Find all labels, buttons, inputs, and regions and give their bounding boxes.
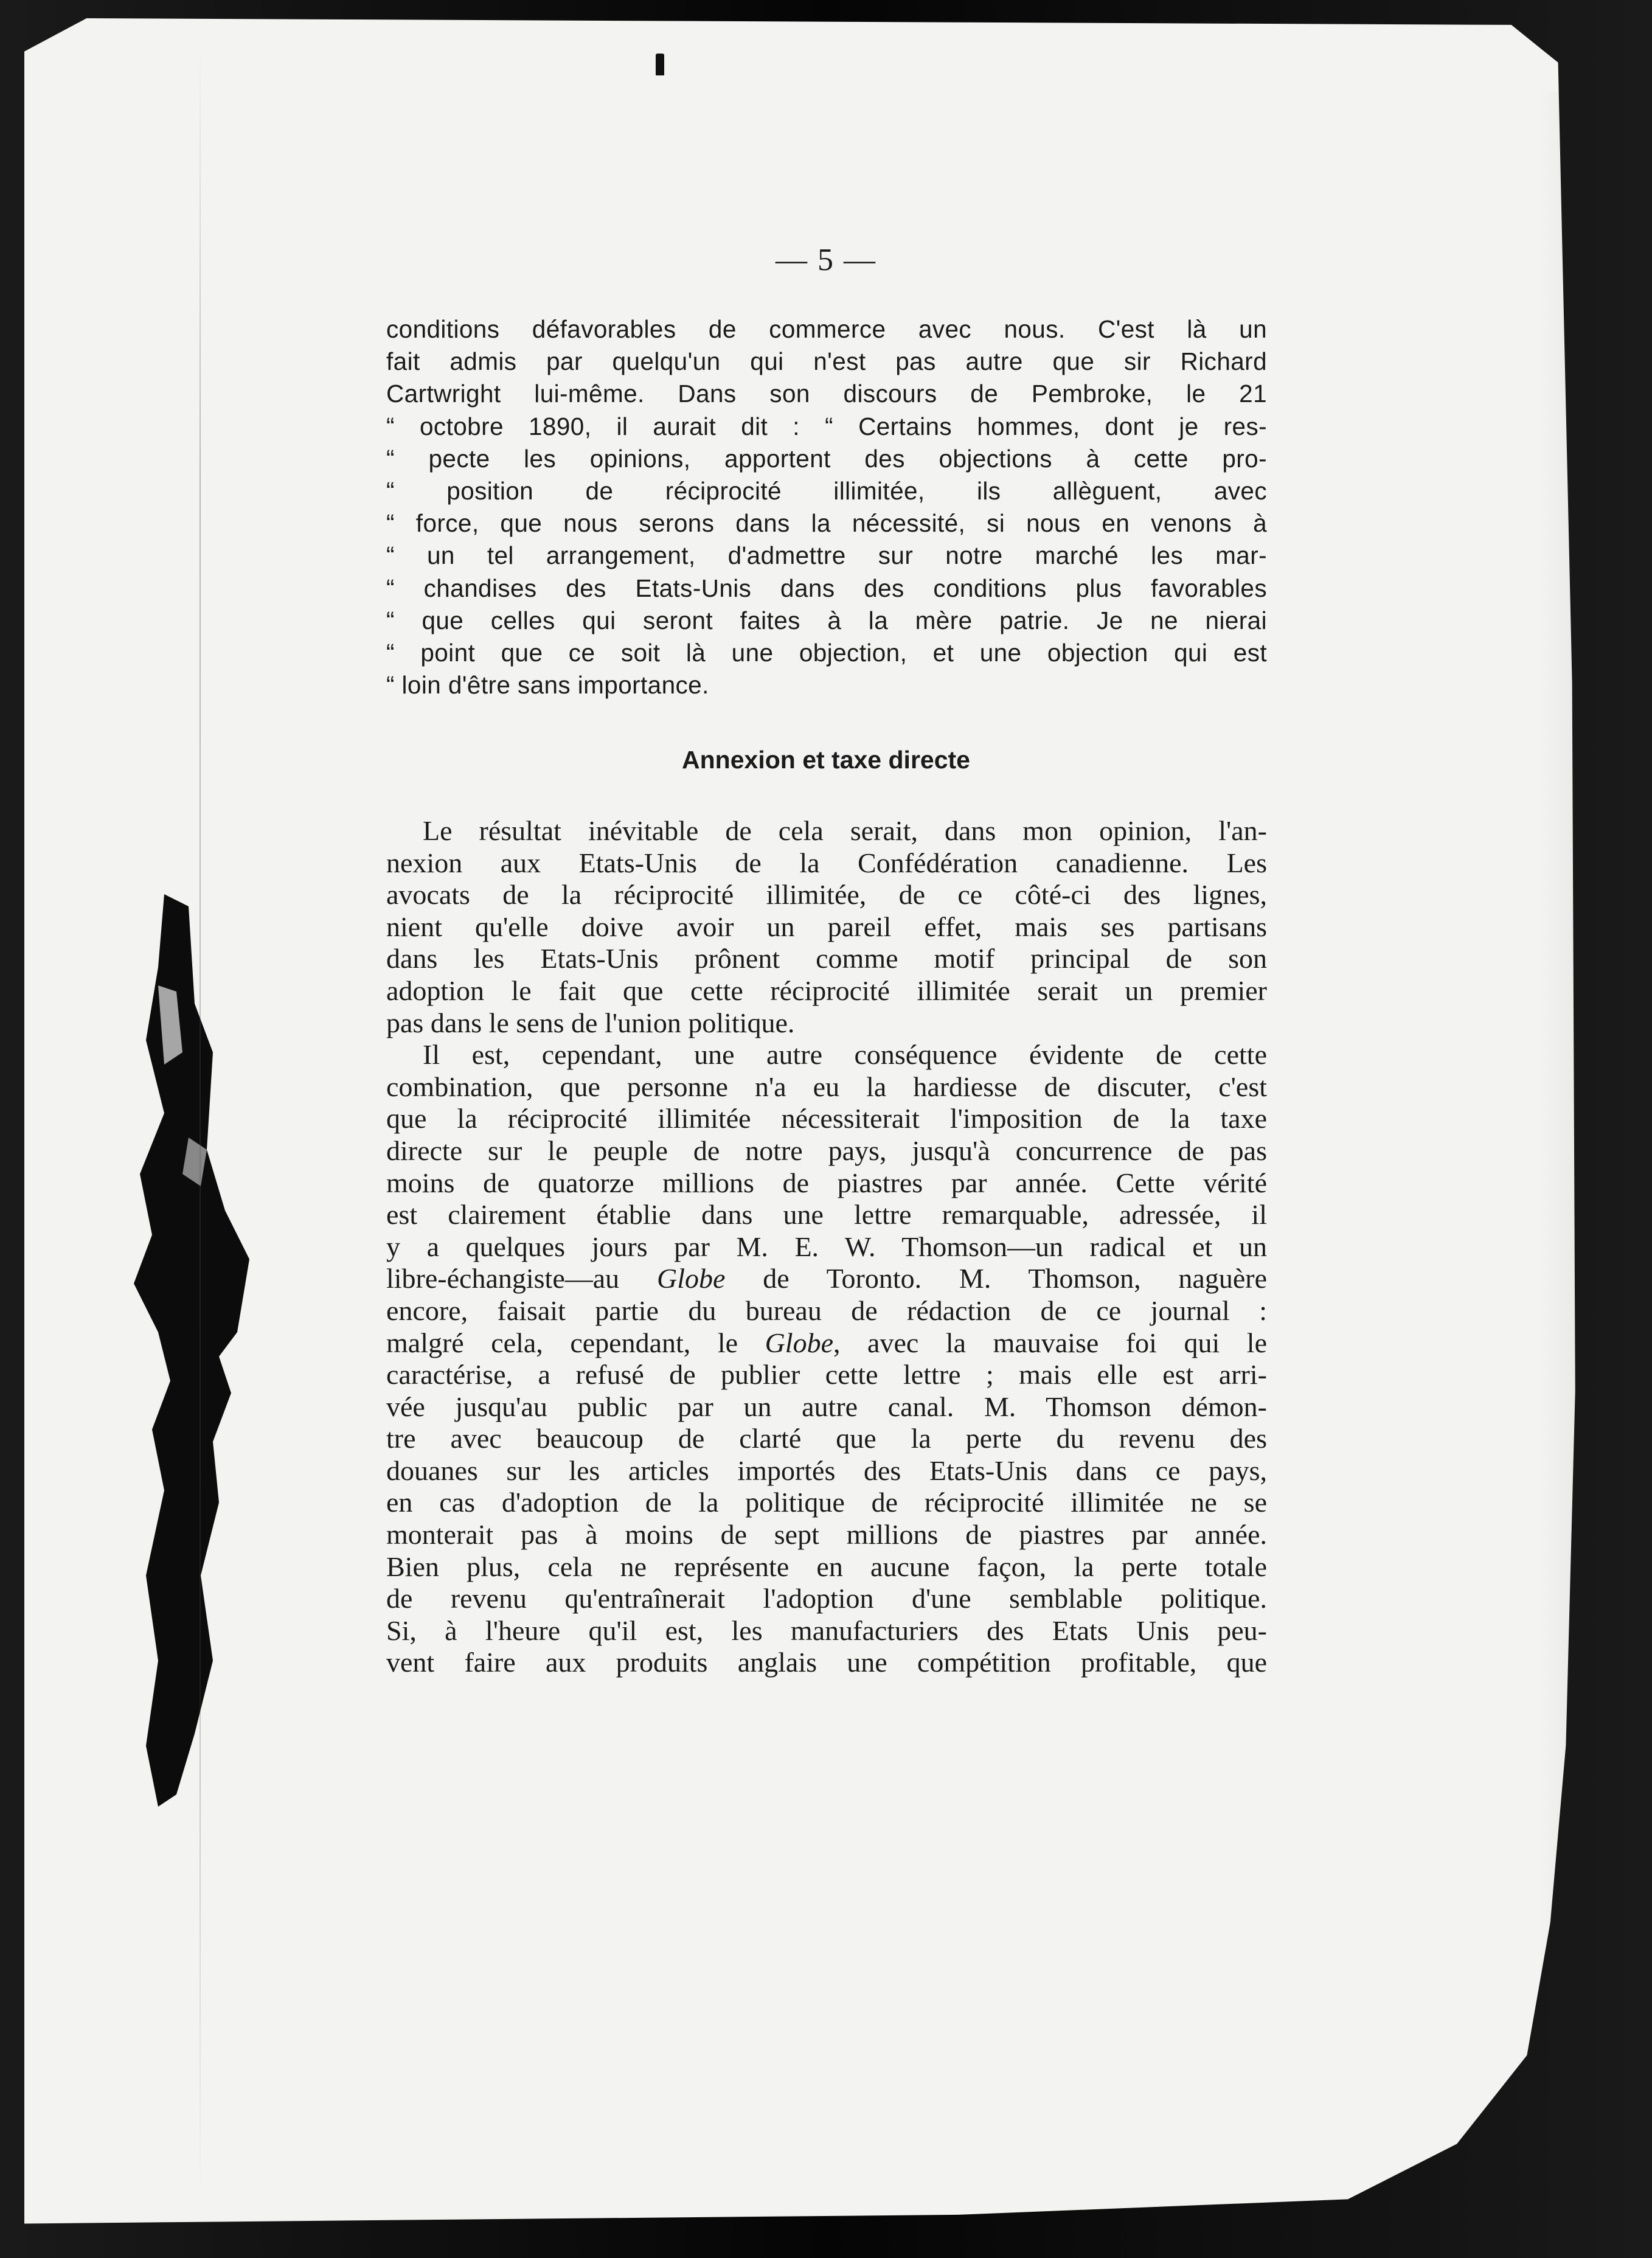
body-paragraphs <box>386 815 1267 1679</box>
text-line: que la réciprocité illimitée nécessiterait l'imposition de la taxe <box>386 1103 1267 1134</box>
text-line: directe sur le peuple de notre pays, jusqu'à concurrence de pas <box>386 1134 1267 1166</box>
newspaper-title: Globe <box>656 1263 726 1294</box>
text-line: monterait pas à moins de sept millions de piastres par année. <box>386 1519 1267 1551</box>
text-line: dans les Etats-Unis prônent comme motif principal de son <box>386 943 1267 974</box>
line-text: malgré cela, cependant, le <box>386 1327 765 1358</box>
binding-mark <box>656 54 664 75</box>
text-line: “ position de réciprocité illimitée, ils allèguent, avec <box>386 476 1267 505</box>
text-line: nient qu'elle doive avoir un pareil effet, mais ses partisans <box>386 911 1267 942</box>
text-line: “ pecte les opinions, apportent des objections à cette pro- <box>386 444 1267 473</box>
text-line: conditions défavorables de commerce avec nous. C'est là un <box>386 315 1267 343</box>
text-line: y a quelques jours par M. E. W. Thomson—un radical et un <box>386 1231 1267 1262</box>
line-text: de Toronto. M. Thomson, naguère <box>725 1263 1267 1294</box>
text-line: Si, à l'heure qu'il est, les manufacturiers des Etats Unis peu- <box>386 1614 1267 1646</box>
quote-paragraph <box>386 313 1267 701</box>
text-line: de revenu qu'entraînerait l'adoption d'une semblable politique. <box>386 1583 1267 1614</box>
text-line: combination, que personne n'a eu la hardiesse de discuter, c'est <box>386 1071 1267 1102</box>
text-line: tre avec beaucoup de clarté que la perte du revenu des <box>386 1423 1267 1454</box>
line-text: libre-échangiste—au <box>386 1263 657 1294</box>
text-line: “ que celles qui seront faites à la mère patrie. Je ne nierai <box>386 606 1267 634</box>
text-line: Bien plus, cela ne représente en aucune façon, la perte totale <box>386 1551 1267 1582</box>
text-line: “ un tel arrangement, d'admettre sur notre marché les mar- <box>386 541 1267 570</box>
text-line-with-italic <box>386 1327 1267 1360</box>
section-heading: Annexion et taxe directe <box>682 746 970 774</box>
text-line: avocats de la réciprocité illimitée, de ce côté-ci des lignes, <box>386 879 1267 911</box>
page-fold-line <box>200 43 201 2208</box>
text-line: en cas d'adoption de la politique de réciprocité illimitée ne se <box>386 1487 1267 1518</box>
text-line: “ loin d'être sans importance. <box>386 671 709 700</box>
line-text: , avec la mauvaise foi qui le <box>833 1327 1267 1358</box>
text-line: Cartwright lui-même. Dans son discours de Pembroke, le 21 <box>386 380 1267 408</box>
text-line: Le résultat inévitable de cela serait, dans mon opinion, l'an- <box>423 815 1267 846</box>
text-line: adoption le fait que cette réciprocité illimitée serait un premier <box>386 974 1267 1006</box>
text-line: “ point que ce soit là une objection, et une objection qui est <box>386 638 1267 667</box>
text-line: “ force, que nous serons dans la nécessité, si nous en venons à <box>386 509 1267 538</box>
text-line: pas dans le sens de l'union politique. <box>386 1007 795 1038</box>
text-line: est clairement établie dans une lettre remarquable, adressée, il <box>386 1199 1267 1231</box>
text-line: douanes sur les articles importés des Etats-Unis dans ce pays, <box>386 1454 1267 1486</box>
binding-damage-stain <box>122 894 268 1819</box>
text-line: Il est, cependant, une autre conséquence évidente de cette <box>423 1039 1267 1071</box>
text-line: nexion aux Etats-Unis de la Confédération canadienne. Les <box>386 847 1267 878</box>
text-line: vée jusqu'au public par un autre canal. M. Thomson démon- <box>386 1391 1267 1422</box>
text-line: “ octobre 1890, il aurait dit : “ Certains hommes, dont je res- <box>386 412 1267 440</box>
text-line: “ chandises des Etats-Unis dans des conditions plus favorables <box>386 574 1267 602</box>
text-line: fait admis par quelqu'un qui n'est pas autre que sir Richard <box>386 347 1267 376</box>
text-line: moins de quatorze millions de piastres par année. Cette vérité <box>386 1167 1267 1198</box>
text-line-with-italic <box>386 1263 1267 1295</box>
page-number: — 5 — <box>776 243 876 277</box>
newspaper-title: Globe <box>765 1327 833 1358</box>
text-line: caractérise, a refusé de publier cette lettre ; mais elle est arri- <box>386 1359 1267 1391</box>
text-line: encore, faisait partie du bureau de rédaction de ce journal : <box>386 1294 1267 1326</box>
text-line: vent faire aux produits anglais une compétition profitable, que <box>386 1647 1267 1678</box>
